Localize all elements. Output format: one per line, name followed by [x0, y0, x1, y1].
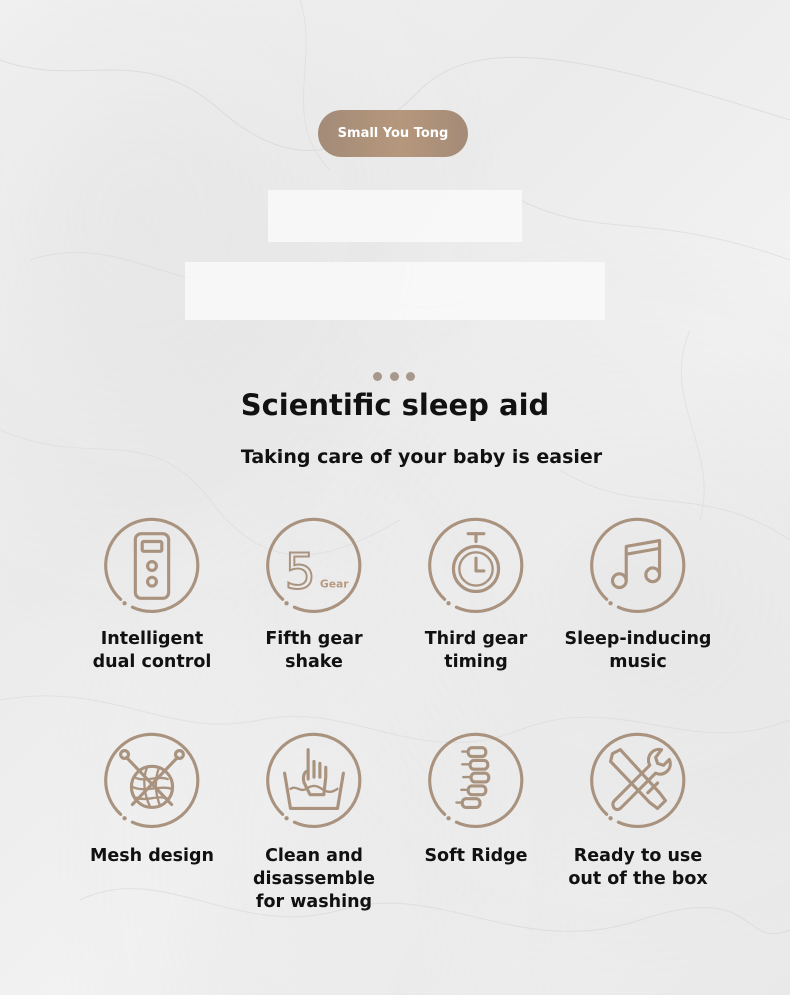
tools-icon [589, 732, 687, 830]
feature-label: Clean and disassemble for washing [252, 846, 376, 912]
svg-text:Gear: Gear [319, 577, 349, 591]
section-subtitle: Taking care of your baby is easier [240, 446, 603, 468]
feature-label: Soft Ridge [424, 846, 528, 866]
hand-washing-icon [265, 732, 363, 830]
blank-panel-bottom [185, 262, 605, 320]
dot [390, 372, 399, 381]
feature-label: Sleep-inducing music [564, 629, 712, 672]
section-title: Scientific sleep aid [240, 388, 550, 422]
five-gear-icon [265, 517, 363, 615]
yarn-ball-icon [103, 732, 201, 830]
feature-label: Ready to use out of the box [568, 846, 708, 889]
dot [406, 372, 415, 381]
spine-icon [427, 732, 525, 830]
feature-label: Fifth gear shake [265, 629, 363, 672]
blank-panel-top [268, 190, 522, 242]
remote-control-icon [103, 517, 201, 615]
feature-label: Intelligent dual control [92, 629, 212, 672]
feature-label: Third gear timing [424, 629, 528, 672]
decorative-dots [373, 372, 415, 382]
music-note-icon [589, 517, 687, 615]
dot [373, 372, 382, 381]
timer-icon [427, 517, 525, 615]
brand-badge: Small You Tong [318, 110, 468, 157]
svg-text:5: 5 [284, 543, 316, 601]
feature-label: Mesh design [89, 846, 215, 866]
